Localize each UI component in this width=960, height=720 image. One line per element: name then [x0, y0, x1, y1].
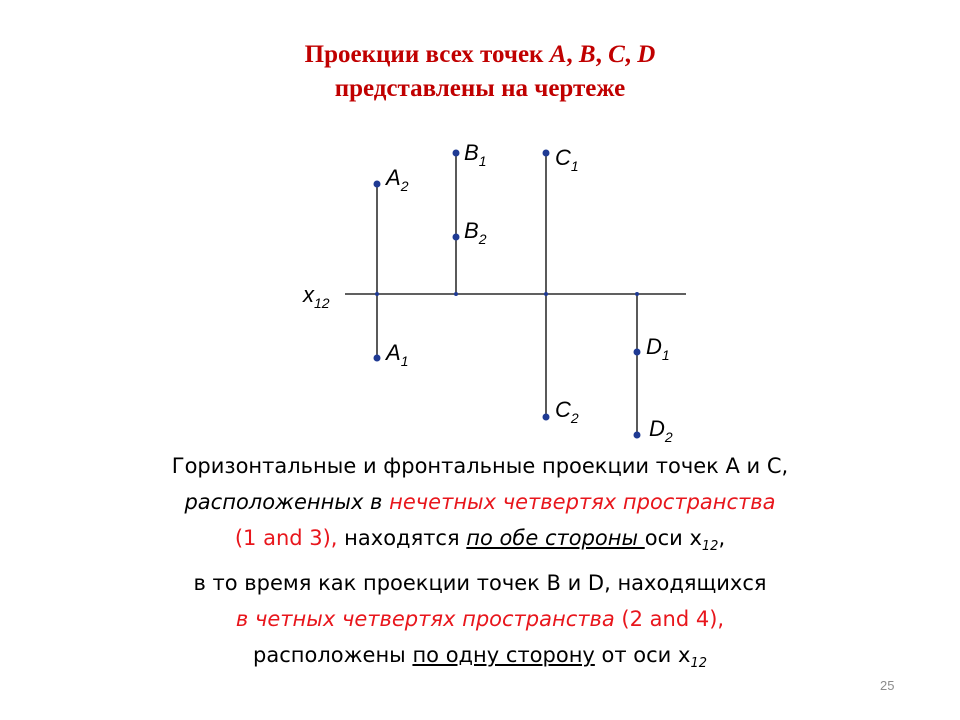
text-line-4: в то время как проекции точек В и D, находящихся	[193, 571, 767, 596]
axis-tick-b	[454, 292, 458, 296]
axis-label: $x_{12}$	[303, 282, 330, 311]
point-c1	[543, 150, 550, 157]
axis-tick-a	[375, 292, 379, 296]
explanation-text	[0, 448, 960, 682]
axis-tick-c	[544, 292, 548, 296]
point-b2	[453, 234, 460, 241]
label-d2: $D_2$	[649, 416, 673, 445]
point-c2	[543, 414, 550, 421]
point-d2	[634, 432, 641, 439]
label-d1: $D_1$	[646, 334, 670, 363]
text-line-1: Горизонтальные и фронтальные проекции точек А и С,	[171, 454, 789, 478]
text-line-2: расположенных в нечетных четвертях пространства	[184, 490, 776, 514]
label-a1: $A_1$	[386, 340, 409, 369]
label-c1: $C_1$	[555, 145, 579, 174]
axis-tick-d	[635, 292, 639, 296]
title-line-2: представлены на чертеже	[334, 75, 626, 102]
point-b1	[453, 150, 460, 157]
label-b1: $B_1$	[464, 140, 487, 169]
point-d1	[634, 349, 641, 356]
label-c2: $C_2$	[555, 397, 579, 426]
title-line-1: Проекции всех точек A, B, C, D	[304, 41, 656, 68]
text-line-6: расположены по одну сторону от оси $х_{12}$	[253, 643, 707, 672]
label-a2: $A_2$	[386, 165, 409, 194]
label-b2: $B_2$	[464, 218, 487, 247]
point-a2	[374, 181, 381, 188]
text-line-5: в четных четвертях пространства (2 and 4),	[235, 607, 725, 632]
point-a1	[374, 355, 381, 362]
page-number: 25	[880, 678, 895, 693]
text-line-3: (1 and 3), находятся по обе стороны оси $х_{12}$,	[234, 526, 726, 555]
